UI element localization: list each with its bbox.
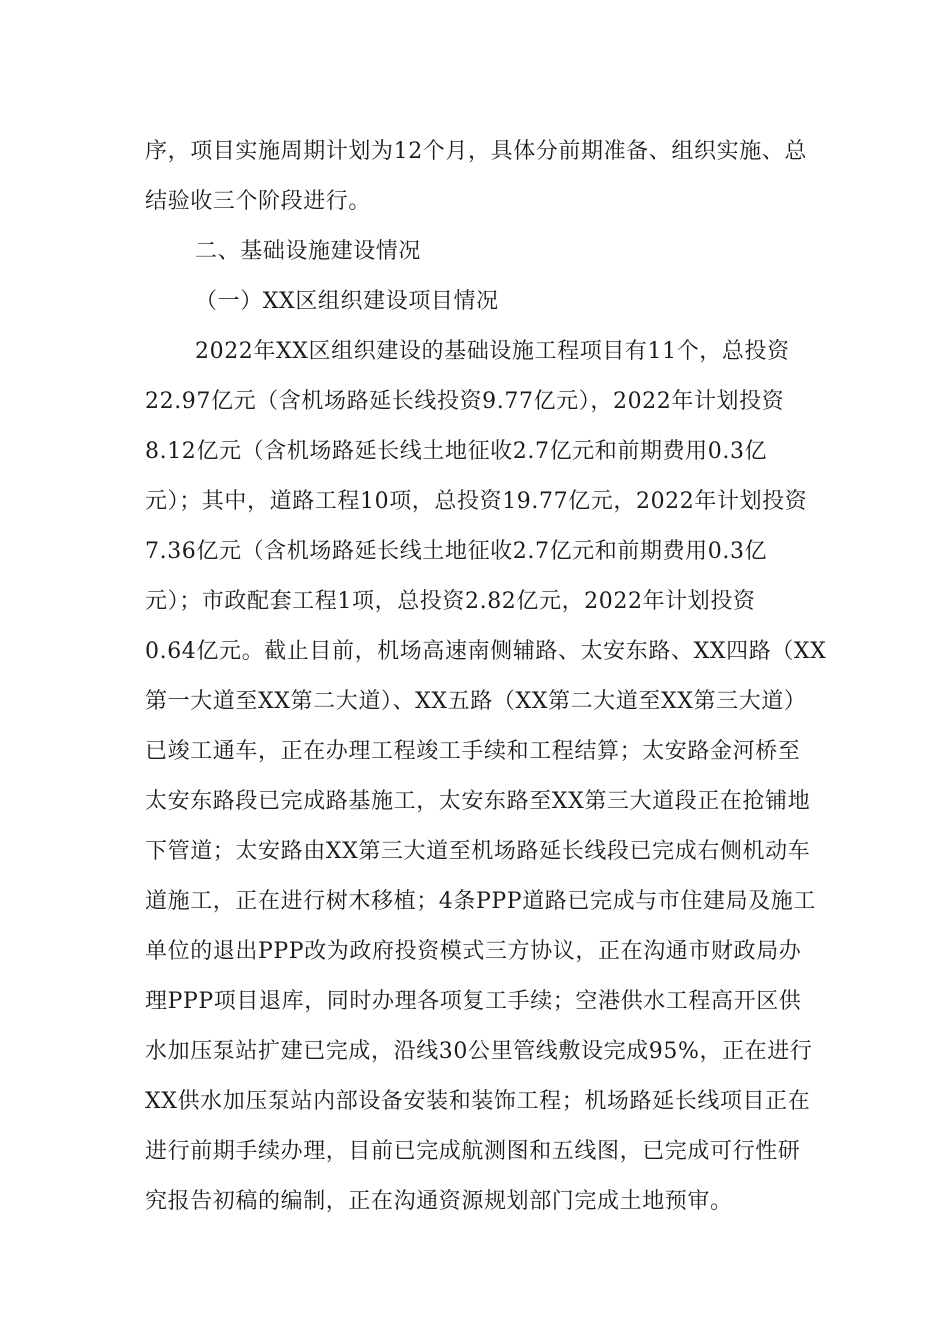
paragraph-line: 单位的退出PPP改为政府投资模式三方协议，正在沟通市财政局办 bbox=[145, 939, 802, 964]
paragraph-line: 结验收三个阶段进行。 bbox=[145, 189, 372, 214]
subsection-heading: （一）XX区组织建设项目情况 bbox=[195, 289, 499, 314]
paragraph-line: 2022年XX区组织建设的基础设施工程项目有11个，总投资 bbox=[195, 339, 790, 364]
paragraph-line: 理PPP项目退库，同时办理各项复工手续；空港供水工程高开区供 bbox=[145, 989, 802, 1014]
paragraph-line: 水加压泵站扩建已完成，沿线30公里管线敷设完成95%，正在进行 bbox=[145, 1039, 813, 1064]
paragraph-line: 序，项目实施周期计划为12个月，具体分前期准备、组织实施、总 bbox=[145, 139, 807, 164]
paragraph-line: 下管道；太安路由XX第三大道至机场路延长线段已完成右侧机动车 bbox=[145, 839, 811, 864]
paragraph-line: 已竣工通车，正在办理工程竣工手续和工程结算；太安路金河桥至 bbox=[145, 739, 801, 764]
paragraph-line: 8.12亿元（含机场路延长线土地征收2.7亿元和前期费用0.3亿 bbox=[145, 439, 768, 464]
paragraph-line: 道施工，正在进行树木移植；4条PPP道路已完成与市住建局及施工 bbox=[145, 889, 817, 914]
paragraph-line: 太安东路段已完成路基施工，太安东路至XX第三大道段正在抢铺地 bbox=[145, 789, 811, 814]
paragraph-line: 0.64亿元。截止目前，机场高速南侧辅路、太安东路、XX四路（XX bbox=[145, 639, 827, 664]
paragraph-line: 元）；市政配套工程1项，总投资2.82亿元，2022年计划投资 bbox=[145, 589, 756, 614]
paragraph-line: XX供水加压泵站内部设备安装和装饰工程；机场路延长线项目正在 bbox=[145, 1089, 811, 1114]
paragraph-line: 22.97亿元（含机场路延长线投资9.77亿元），2022年计划投资 bbox=[145, 389, 785, 414]
paragraph-line: 究报告初稿的编制，正在沟通资源规划部门完成土地预审。 bbox=[145, 1189, 733, 1214]
paragraph-line: 7.36亿元（含机场路延长线土地征收2.7亿元和前期费用0.3亿 bbox=[145, 539, 768, 564]
paragraph-line: 进行前期手续办理，目前已完成航测图和五线图，已完成可行性研 bbox=[145, 1139, 801, 1164]
paragraph-line: 元）；其中，道路工程10项，总投资19.77亿元，2022年计划投资 bbox=[145, 489, 808, 514]
paragraph-line: 第一大道至XX第二大道）、XX五路（XX第二大道至XX第三大道） bbox=[145, 689, 807, 714]
section-heading: 二、基础设施建设情况 bbox=[195, 239, 422, 264]
